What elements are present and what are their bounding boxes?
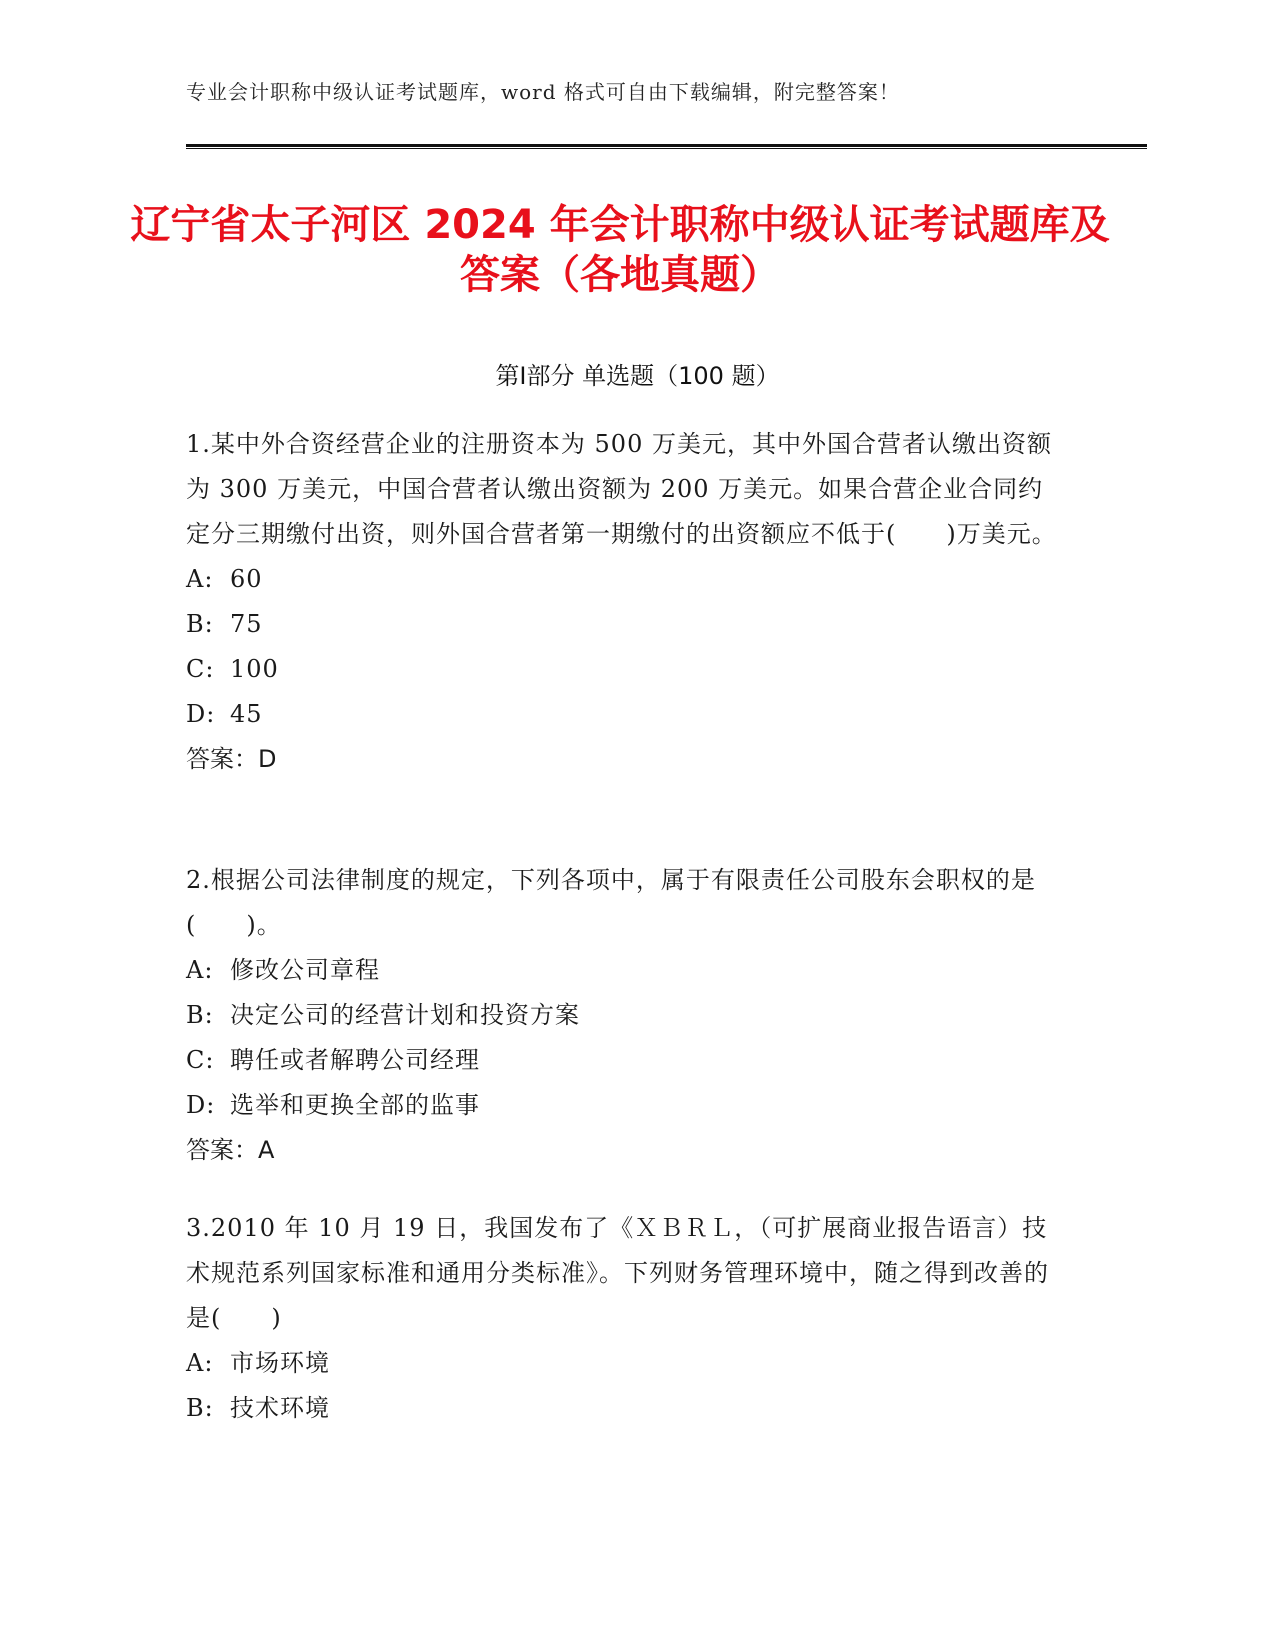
option-text: 选举和更换全部的监事 <box>230 1091 480 1119</box>
option-key: B: <box>186 1001 214 1029</box>
answer-line: 答案：D <box>186 745 277 773</box>
option-text: 修改公司章程 <box>230 956 380 984</box>
question-3 <box>186 1206 1066 1431</box>
section-heading: 第Ⅰ部分 单选题（100 题） <box>495 362 780 390</box>
option-key: B: <box>186 610 214 638</box>
question-stem: 3.2010 年 10 月 19 日，我国发布了《ＸＢＲＬ，（可扩展商业报告语言）技术规范系列国家标准和通用分类标准》。下列财务管理环境中，随之得到改善的是( ) <box>186 1214 1049 1332</box>
option-text: 100 <box>230 655 279 683</box>
header-note: 专业会计职称中级认证考试题库，word 格式可自由下载编辑，附完整答案！ <box>186 80 900 104</box>
option-key: D: <box>186 1091 216 1119</box>
option-text: 45 <box>230 700 263 728</box>
option-c <box>186 1038 1066 1083</box>
question-stem: 1.某中外合资经营企业的注册资本为 500 万美元，其中外国合营者认缴出资额为 300 万美元，中国合营者认缴出资额为 200 万美元。如果合营企业合同约定分三期缴付出资，则外国合营者第一期缴付的出资额应不低于( )万美元。 <box>186 430 1057 548</box>
option-key: A: <box>186 956 214 984</box>
option-text: 聘任或者解聘公司经理 <box>230 1046 480 1074</box>
option-key: A: <box>186 565 214 593</box>
option-b <box>186 602 1066 647</box>
option-a <box>186 948 1066 993</box>
question-2 <box>186 858 1066 1173</box>
option-a <box>186 1341 1066 1386</box>
header-divider <box>186 144 1147 149</box>
document-title: 辽宁省太子河区 2024 年会计职称中级认证考试题库及答案（各地真题） <box>130 202 1110 298</box>
option-d <box>186 692 1066 737</box>
option-c <box>186 647 1066 692</box>
option-text: 决定公司的经营计划和投资方案 <box>230 1001 580 1029</box>
option-key: C: <box>186 1046 215 1074</box>
option-key: A: <box>186 1349 214 1377</box>
answer-line: 答案：A <box>186 1136 275 1164</box>
option-text: 市场环境 <box>230 1349 330 1377</box>
question-1 <box>186 422 1066 782</box>
option-text: 技术环境 <box>230 1394 330 1422</box>
question-stem: 2.根据公司法律制度的规定，下列各项中，属于有限责任公司股东会职权的是( )。 <box>186 866 1036 939</box>
option-text: 60 <box>230 565 263 593</box>
option-d <box>186 1083 1066 1128</box>
option-a <box>186 557 1066 602</box>
option-b <box>186 993 1066 1038</box>
option-b <box>186 1386 1066 1431</box>
option-key: D: <box>186 700 216 728</box>
option-text: 75 <box>230 610 263 638</box>
option-key: C: <box>186 655 215 683</box>
option-key: B: <box>186 1394 214 1422</box>
